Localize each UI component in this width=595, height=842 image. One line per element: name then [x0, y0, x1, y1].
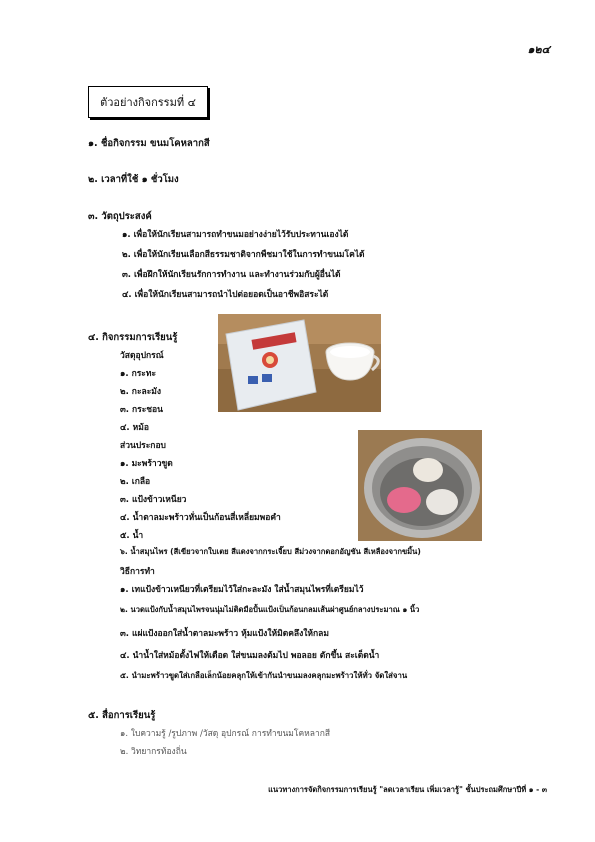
ingredient-item: ๒. เกลือ [120, 477, 151, 487]
ingredient-item: ๓. แป้งข้าวเหนียว [120, 495, 187, 505]
section-learning-activity: ๔. กิจกรรมการเรียนรู้ [88, 332, 178, 343]
colored-dough-photo [358, 430, 482, 541]
equipment-item: ๔. หม้อ [120, 423, 149, 433]
objective-item: ๔. เพื่อให้นักเรียนสามารถนำไปต่อยอดเป็นอาชีพอิสระได้ [122, 290, 329, 300]
method-step: ๔. นำน้ำใส่หม้อตั้งไฟให้เดือด ใส่ขนมลงต้มไป พอลอย ตักขึ้น สะเด็ดน้ำ [120, 651, 380, 661]
objective-item: ๓. เพื่อฝึกให้นักเรียนรักการทำงาน และทำงานร่วมกับผู้อื่นได้ [122, 270, 341, 280]
method-heading: วิธีการทำ [120, 567, 155, 577]
equipment-heading: วัสดุอุปกรณ์ [120, 351, 164, 361]
section-objectives: ๓. วัตถุประสงค์ [88, 211, 152, 222]
ingredient-item: ๖. น้ำสมุนไพร (สีเขียวจากใบเตย สีแดงจากกระเจี๊ยบ สีม่วงจากดอกอัญชัน สีเหลืองจากขมิ้น) [120, 547, 421, 556]
method-step: ๑. เทแป้งข้าวเหนียวที่เตรียมไว้ใส่กะละมัง ใส่น้ำสมุนไพรที่เตรียมไว้ [120, 585, 364, 595]
method-step: ๓. แผ่แป้งออกใส่น้ำตาลมะพร้าว หุ้มแป้งให้มิดคลึงให้กลม [120, 629, 329, 639]
method-step: ๕. นำมะพร้าวขูดใส่เกลือเล็กน้อยคลุกให้เข้ากันนำขนมลงคลุกมะพร้าวให้ทั่ว จัดใส่จาน [120, 671, 408, 680]
ingredient-item: ๕. น้ำ [120, 531, 144, 541]
equipment-item: ๒. กะละมัง [120, 387, 162, 397]
equipment-item: ๓. กระชอน [120, 405, 163, 415]
media-item: ๒. วิทยากรท้องถิ่น [120, 747, 187, 757]
equipment-item: ๑. กระทะ [120, 369, 157, 379]
activity-title: ตัวอย่างกิจกรรมที่ ๔ [100, 96, 196, 109]
section-duration: ๒. เวลาที่ใช้ ๑ ชั่วโมง [88, 174, 179, 185]
objective-item: ๒. เพื่อให้นักเรียนเลือกสีธรรมชาติจากพืชมาใช้ในการทำขนมโคได้ [122, 250, 365, 260]
objective-item: ๑. เพื่อให้นักเรียนสามารถทำขนมอย่างง่ายไว้รับประทานเองได้ [122, 230, 349, 240]
ingredients-heading: ส่วนประกอบ [120, 441, 166, 451]
media-item: ๑. ใบความรู้ /รูปภาพ /วัสดุ อุปกรณ์ การทำขนมโคหลากสี [120, 729, 331, 739]
flour-bag-photo [218, 314, 381, 412]
page-footer: แนวทางการจัดกิจกรรมการเรียนรู้ "ลดเวลาเรียน เพิ่มเวลารู้" ชั้นประถมศึกษาปีที่ ๑ - ๓ [268, 785, 547, 794]
ingredient-item: ๑. มะพร้าวขูด [120, 459, 173, 469]
activity-title-box [88, 86, 208, 118]
section-learning-media: ๕. สื่อการเรียนรู้ [88, 710, 156, 721]
ingredient-item: ๔. น้ำตาลมะพร้าวหั่นเป็นก้อนสี่เหลี่ยมพอคำ [120, 513, 281, 523]
page-number: ๑๒๔ [527, 43, 550, 56]
method-step: ๒. นวดแป้งกับน้ำสมุนไพรจนนุ่มไม่ติดมือปั้นแป้งเป็นก้อนกลมเส้นผ่าศูนย์กลางประมาณ ๑ นิ้ว [120, 605, 420, 614]
section-activity-name: ๑. ชื่อกิจกรรม ขนมโคหลากสี [88, 138, 210, 149]
